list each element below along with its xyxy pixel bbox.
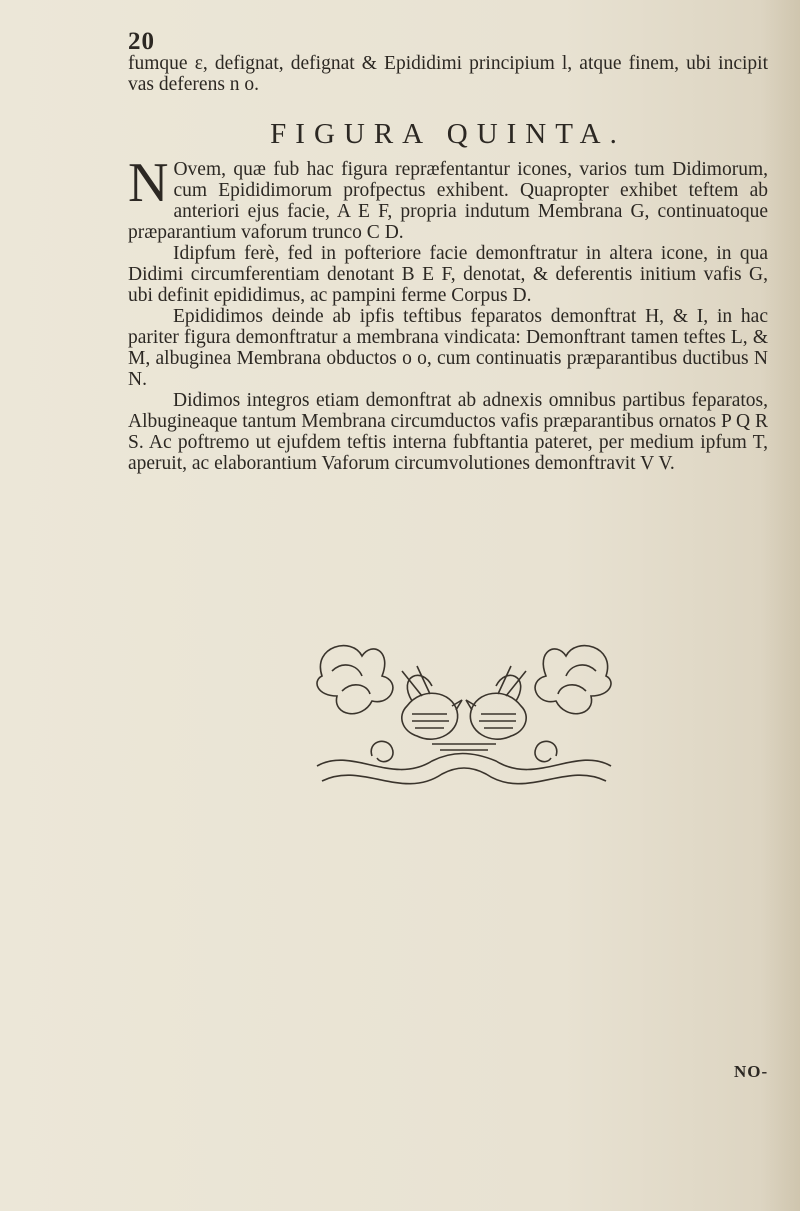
paragraph-2: Idipfum ferè, fed in pofteriore facie demonftratur in altera icone, in qua Didimi circumferentiam denotant B E F, denotat, & deferentis initium vafis G, ubi definit epididimus, ac pampini ferme Corpus D. [128, 243, 768, 306]
section-title: FIGURA QUINTA. [270, 118, 626, 150]
catchword: NO- [734, 1062, 769, 1081]
paragraph-1-text: Ovem, quæ fub hac figura repræfentantur icones, varios tum Didimorum, cum Epididimorum profpectus exhibent. Quapropter exhibet teftem ab anteriori ejus facie, A E F, propria indutum Membrana G, continuatoque præparantium vaforum trunco C D. [128, 159, 768, 243]
drop-cap: N [128, 152, 169, 214]
paragraph-1 [128, 152, 768, 243]
intro-paragraph: fumque ε, defignat, defignat & Epididimi principium l, atque finem, ubi incipit vas deferens n o. [128, 53, 768, 95]
body-text [128, 152, 768, 474]
paragraph-4: Didimos integros etiam demonftrat ab adnexis omnibus partibus feparatos, Albugineaque tantum Membrana circumductos vafis præparantibus ornatos P Q R S. Ac poftremo ut ejufdem teftis interna fubftantia pateret, per medium ipfum T, aperuit, ac elaborantium Vaforum circumvolutiones demonftravit V V. [128, 390, 768, 474]
ornament-illustration [312, 636, 616, 802]
page-number: 20 [128, 28, 155, 55]
paragraph-3: Epididimos deinde ab ipfis teftibus feparatos demonftrat H, & I, in hac pariter figura demonftratur a membrana vindicata: Demonftrant tamen teftes L, & M, albuginea Membrana obductos o o, cum continuatis præparantibus ductibus N N. [128, 306, 768, 390]
